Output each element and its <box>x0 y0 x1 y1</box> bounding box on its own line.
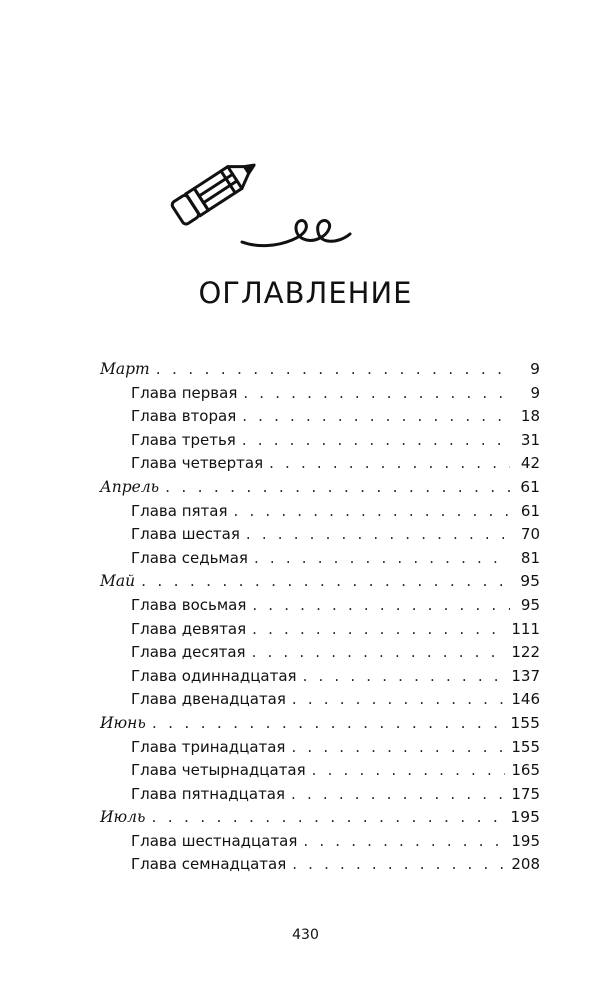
toc-entry-title: Май <box>100 572 136 591</box>
toc-entry-page: 155 <box>511 737 540 756</box>
toc-chapter-entry[interactable] <box>100 382 540 406</box>
toc-entry-page: 31 <box>520 430 540 449</box>
dot-leader <box>242 429 510 453</box>
toc-entry-page: 81 <box>520 548 540 567</box>
toc-entry-title: Глава тринадцатая <box>131 737 286 756</box>
dot-leader <box>243 382 510 406</box>
toc-entry-title: Глава первая <box>131 383 238 402</box>
toc-entry-page: 195 <box>511 831 540 850</box>
toc-entry-page: 18 <box>520 407 540 426</box>
dot-leader <box>291 783 505 807</box>
toc-entry-title: Глава вторая <box>131 407 237 426</box>
toc-chapter-entry[interactable] <box>100 429 540 453</box>
toc-entry-page: 42 <box>520 454 540 473</box>
toc-entry-page: 195 <box>510 808 540 827</box>
toc-chapter-entry[interactable] <box>100 665 540 689</box>
toc-entry-title: Глава пятнадцатая <box>131 784 286 803</box>
dot-leader <box>152 712 505 736</box>
toc-entry-title: Глава третья <box>131 430 236 449</box>
dot-leader <box>292 853 505 877</box>
dot-leader <box>303 665 506 689</box>
toc-entry-page: 9 <box>530 360 540 378</box>
page-number: 430 <box>292 927 319 943</box>
dot-leader <box>254 547 510 571</box>
toc-entry-title: Глава десятая <box>131 643 246 662</box>
toc-entry-title: Глава двенадцатая <box>131 690 286 709</box>
toc-entry-page: 175 <box>511 784 540 803</box>
toc-chapter-entry[interactable] <box>100 452 540 476</box>
toc-entry-title: Глава восьмая <box>131 595 247 614</box>
toc-entry-page: 122 <box>511 643 540 662</box>
toc-chapter-entry[interactable] <box>100 853 540 877</box>
dot-leader <box>234 500 510 524</box>
dot-leader <box>303 830 505 854</box>
toc-entry-page: 61 <box>520 477 540 496</box>
dot-leader <box>269 452 510 476</box>
toc-chapter-entry[interactable] <box>100 641 540 665</box>
dot-leader <box>141 570 510 594</box>
toc-entry-page: 111 <box>511 619 540 638</box>
toc-chapter-entry[interactable] <box>100 783 540 807</box>
toc-entry-page: 95 <box>520 572 540 591</box>
toc-chapter-entry[interactable] <box>100 736 540 760</box>
toc-entry-title: Март <box>100 360 150 378</box>
toc-entry-title: Глава девятая <box>131 619 247 638</box>
toc-chapter-entry[interactable] <box>100 547 540 571</box>
toc-entry-title: Глава семнадцатая <box>131 855 287 874</box>
toc-part-entry[interactable] <box>100 806 540 830</box>
toc-chapter-entry[interactable] <box>100 405 540 429</box>
dot-leader <box>291 736 505 760</box>
toc-entry-page: 155 <box>510 713 540 732</box>
toc-entry-title: Глава шестая <box>131 525 240 544</box>
toc-chapter-entry[interactable] <box>100 500 540 524</box>
toc-entry-page: 61 <box>520 501 540 520</box>
toc-chapter-entry[interactable] <box>100 759 540 783</box>
toc-part-entry[interactable] <box>100 358 540 382</box>
dot-leader <box>165 476 510 500</box>
dot-leader <box>252 618 505 642</box>
dot-leader <box>242 405 510 429</box>
pencil-with-scribble-icon <box>168 140 358 260</box>
toc-chapter-entry[interactable] <box>100 618 540 642</box>
toc-entry-page: 95 <box>520 595 540 614</box>
toc-part-entry[interactable] <box>100 712 540 736</box>
toc-entry-title: Глава четвертая <box>131 454 264 473</box>
toc-entry-page: 9 <box>530 383 540 402</box>
toc-entry-page: 70 <box>520 525 540 544</box>
toc-entry-title: Глава пятая <box>131 501 228 520</box>
toc-entry-page: 165 <box>511 761 540 780</box>
toc-entry-title: Глава четырнадцатая <box>131 761 306 780</box>
toc-chapter-entry[interactable] <box>100 830 540 854</box>
table-of-contents <box>100 358 540 877</box>
toc-part-entry[interactable] <box>100 570 540 594</box>
toc-entry-page: 208 <box>511 855 540 874</box>
toc-entry-title: Июнь <box>100 713 146 732</box>
toc-chapter-entry[interactable] <box>100 523 540 547</box>
dot-leader <box>252 641 506 665</box>
toc-entry-title: Глава одиннадцатая <box>131 666 297 685</box>
toc-entry-title: Глава седьмая <box>131 548 248 567</box>
dot-leader <box>252 594 510 618</box>
toc-entry-title: Апрель <box>100 477 160 496</box>
toc-entry-title: Июль <box>100 808 146 827</box>
toc-part-entry[interactable] <box>100 476 540 500</box>
toc-entry-title: Глава шестнадцатая <box>131 831 298 850</box>
dot-leader <box>312 759 506 783</box>
dot-leader <box>246 523 510 547</box>
table-of-contents-heading: ОГЛАВЛЕНИЕ <box>198 276 413 310</box>
dot-leader <box>156 358 510 382</box>
toc-entry-page: 137 <box>511 666 540 685</box>
dot-leader <box>151 806 504 830</box>
toc-chapter-entry[interactable] <box>100 594 540 618</box>
dot-leader <box>292 688 505 712</box>
toc-chapter-entry[interactable] <box>100 688 540 712</box>
toc-entry-page: 146 <box>511 690 540 709</box>
